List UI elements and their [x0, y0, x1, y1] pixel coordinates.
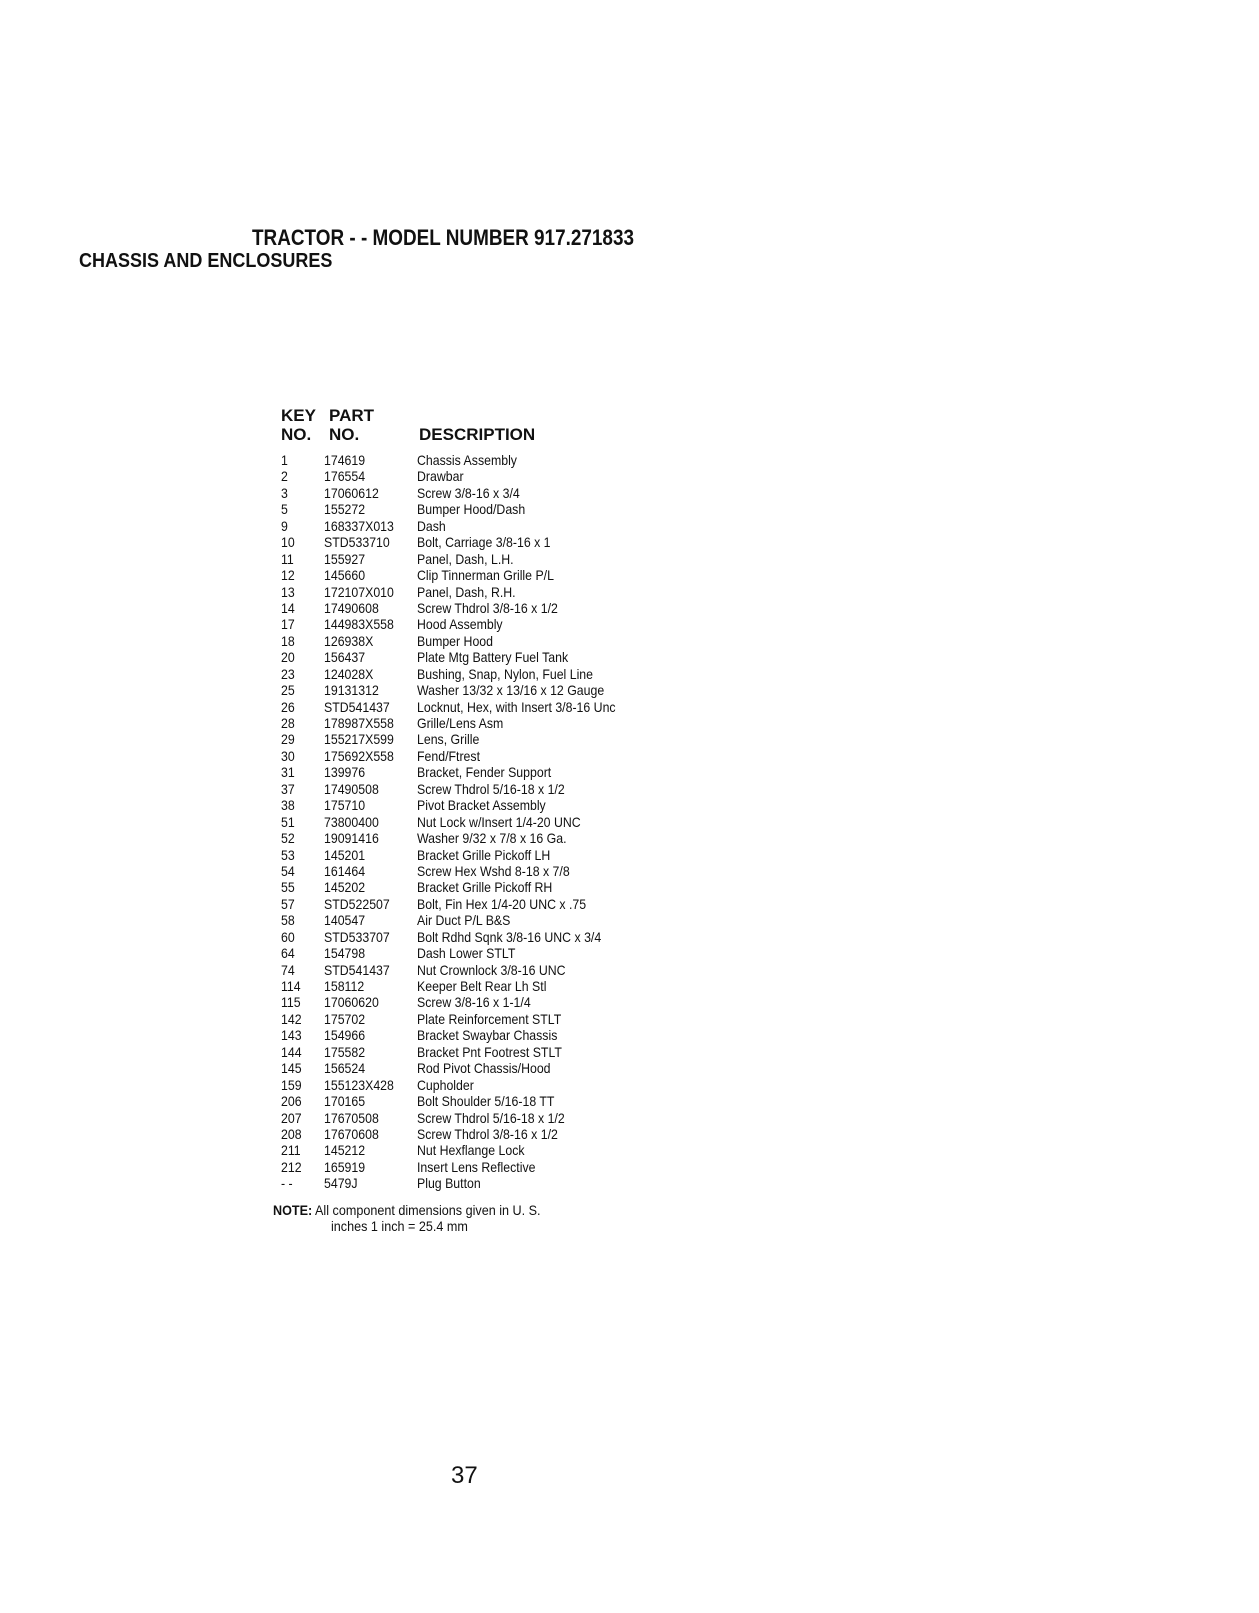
- header-key-line2: NO.: [281, 425, 312, 444]
- table-row: [281, 748, 701, 764]
- table-row: [281, 485, 701, 501]
- part-no: 155272: [324, 501, 366, 518]
- part-description: Air Duct P/L B&S: [417, 912, 511, 929]
- part-description: Plate Reinforcement STLT: [417, 1010, 562, 1027]
- part-no: 154966: [324, 1027, 366, 1044]
- part-description: Fend/Ftrest: [417, 747, 481, 764]
- part-no: 17670608: [324, 1125, 379, 1142]
- table-row: [281, 518, 701, 534]
- table-row: [281, 666, 701, 682]
- part-no: 175582: [324, 1043, 366, 1060]
- part-description: Bolt Shoulder 5/16-18 TT: [417, 1093, 555, 1110]
- part-key-no: 37: [281, 780, 295, 797]
- table-row: [281, 797, 701, 813]
- part-no: 172107X010: [324, 583, 394, 600]
- part-key-no: 25: [281, 682, 295, 699]
- part-no: STD533707: [324, 928, 390, 945]
- table-row: [281, 1142, 701, 1158]
- part-key-no: 211: [281, 1142, 301, 1159]
- part-no: 144983X558: [324, 616, 394, 633]
- table-row: [281, 962, 701, 978]
- part-key-no: 207: [281, 1109, 302, 1126]
- part-key-no: 11: [281, 550, 294, 567]
- part-description: Grille/Lens Asm: [417, 715, 504, 731]
- document-title: TRACTOR - - MODEL NUMBER 917.271833: [252, 225, 635, 250]
- part-key-no: 57: [281, 895, 295, 912]
- part-key-no: 2: [281, 468, 288, 485]
- table-row: [281, 1175, 701, 1191]
- table-row: [281, 781, 701, 797]
- part-description: Bolt Rdhd Sqnk 3/8-16 UNC x 3/4: [417, 928, 602, 945]
- part-key-no: 64: [281, 945, 295, 962]
- part-description: Dash Lower STLT: [417, 945, 516, 962]
- part-description: Screw 3/8-16 x 1-1/4: [417, 994, 531, 1011]
- page-number: 37: [451, 1462, 478, 1489]
- table-row: [281, 814, 701, 830]
- header-description: DESCRIPTION: [419, 425, 536, 444]
- part-description: Bolt, Carriage 3/8-16 x 1: [417, 534, 551, 551]
- note: [273, 1202, 541, 1218]
- part-key-no: 143: [281, 1027, 302, 1044]
- part-description: Bracket, Fender Support: [417, 764, 552, 781]
- table-row: [281, 567, 701, 583]
- part-key-no: 51: [281, 813, 295, 830]
- part-description: Bracket Pnt Footrest STLT: [417, 1043, 562, 1060]
- part-description: Nut Crownlock 3/8-16 UNC: [417, 961, 566, 978]
- table-row: [281, 830, 701, 846]
- part-no: 168337X013: [324, 517, 394, 534]
- table-row: [281, 452, 701, 468]
- part-key-no: 74: [281, 961, 295, 978]
- table-row: [281, 1060, 701, 1076]
- part-description: Screw Thdrol 5/16-18 x 1/2: [417, 1109, 565, 1126]
- part-no: STD541437: [324, 961, 390, 978]
- table-row: [281, 1093, 701, 1109]
- table-row: [281, 1027, 701, 1043]
- part-description: Bolt, Fin Hex 1/4-20 UNC x .75: [417, 895, 587, 912]
- note-line2: inches 1 inch = 25.4 mm: [331, 1218, 468, 1234]
- part-key-no: 115: [281, 994, 301, 1011]
- part-description: Screw Hex Wshd 8-18 x 7/8: [417, 862, 570, 879]
- table-row: [281, 1110, 701, 1126]
- note-label: NOTE:: [273, 1202, 313, 1218]
- part-no: 17060620: [324, 994, 379, 1011]
- part-description: Chassis Assembly: [417, 452, 517, 468]
- part-key-no: 29: [281, 731, 295, 748]
- part-no: 161464: [324, 862, 366, 879]
- part-no: 154798: [324, 945, 366, 962]
- part-description: Bumper Hood: [417, 632, 494, 649]
- table-row: [281, 551, 701, 567]
- part-description: Bracket Grille Pickoff RH: [417, 879, 553, 896]
- table-row: [281, 929, 701, 945]
- part-key-no: 206: [281, 1093, 302, 1110]
- part-no: 126938X: [324, 632, 374, 649]
- part-no: 145212: [324, 1142, 366, 1159]
- part-no: 155123X428: [324, 1076, 394, 1093]
- table-row: [281, 682, 701, 698]
- part-no: 178987X558: [324, 715, 394, 731]
- part-description: Drawbar: [417, 468, 464, 485]
- part-description: Bumper Hood/Dash: [417, 501, 526, 518]
- part-description: Nut Lock w/Insert 1/4-20 UNC: [417, 813, 581, 830]
- part-no: 170165: [324, 1093, 366, 1110]
- part-description: Plate Mtg Battery Fuel Tank: [417, 649, 569, 666]
- part-no: 19131312: [324, 682, 379, 699]
- part-description: Washer 13/32 x 13/16 x 12 Gauge: [417, 682, 605, 699]
- part-key-no: 17: [281, 616, 295, 633]
- part-key-no: 20: [281, 649, 295, 666]
- part-no: 156524: [324, 1060, 366, 1077]
- part-no: 19091416: [324, 830, 379, 847]
- part-key-no: 60: [281, 928, 295, 945]
- table-row: [281, 912, 701, 928]
- part-key-no: 12: [281, 567, 295, 584]
- table-row: [281, 945, 701, 961]
- part-description: Hood Assembly: [417, 616, 503, 633]
- parts-list: [281, 452, 701, 1192]
- note-line1: All component dimensions given in U. S.: [315, 1202, 541, 1218]
- part-key-no: 10: [281, 534, 295, 551]
- part-description: Plug Button: [417, 1175, 481, 1192]
- part-description: Cupholder: [417, 1076, 474, 1093]
- part-no: 17670508: [324, 1109, 379, 1126]
- header-key-line1: KEY: [281, 406, 316, 425]
- table-row: [281, 879, 701, 895]
- table-row: [281, 584, 701, 600]
- part-description: Screw 3/8-16 x 3/4: [417, 484, 520, 501]
- section-title: CHASSIS AND ENCLOSURES: [79, 250, 333, 272]
- part-description: Screw Thdrol 5/16-18 x 1/2: [417, 780, 565, 797]
- part-no: 17490508: [324, 780, 379, 797]
- part-no: 174619: [324, 452, 366, 468]
- part-description: Keeper Belt Rear Lh Stl: [417, 978, 547, 994]
- part-description: Screw Thdrol 3/8-16 x 1/2: [417, 1125, 558, 1142]
- part-no: STD541437: [324, 698, 390, 715]
- part-key-no: 54: [281, 862, 295, 879]
- part-no: STD533710: [324, 534, 390, 551]
- part-description: Clip Tinnerman Grille P/L: [417, 567, 554, 584]
- part-key-no: 31: [281, 764, 295, 781]
- part-key-no: 145: [281, 1060, 302, 1077]
- header-part-line2: NO.: [329, 425, 360, 444]
- part-description: Bushing, Snap, Nylon, Fuel Line: [417, 665, 594, 682]
- part-key-no: 9: [281, 517, 288, 534]
- part-description: Bracket Grille Pickoff LH: [417, 846, 551, 863]
- part-description: Pivot Bracket Assembly: [417, 797, 546, 814]
- part-no: 158112: [324, 978, 365, 994]
- part-no: 165919: [324, 1158, 366, 1175]
- part-no: 145201: [324, 846, 366, 863]
- table-row: [281, 1011, 701, 1027]
- part-key-no: 58: [281, 912, 295, 929]
- part-key-no: 144: [281, 1043, 302, 1060]
- table-row: [281, 731, 701, 747]
- table-row: [281, 1126, 701, 1142]
- part-key-no: 18: [281, 632, 295, 649]
- part-key-no: 23: [281, 665, 295, 682]
- part-description: Panel, Dash, L.H.: [417, 550, 514, 567]
- part-description: Lens, Grille: [417, 731, 480, 748]
- part-key-no: 142: [281, 1010, 302, 1027]
- part-key-no: 13: [281, 583, 295, 600]
- part-no: 140547: [324, 912, 366, 929]
- table-row: [281, 633, 701, 649]
- part-description: Dash: [417, 517, 446, 534]
- table-row: [281, 534, 701, 550]
- table-row: [281, 994, 701, 1010]
- part-no: 73800400: [324, 813, 379, 830]
- table-row: [281, 863, 701, 879]
- part-key-no: 30: [281, 747, 295, 764]
- part-no: 5479J: [324, 1175, 358, 1192]
- table-row: [281, 600, 701, 616]
- part-key-no: 3: [281, 484, 288, 501]
- part-no: 175692X558: [324, 747, 394, 764]
- table-row: [281, 1077, 701, 1093]
- table-row: [281, 978, 701, 994]
- part-key-no: 159: [281, 1076, 302, 1093]
- part-key-no: 52: [281, 830, 295, 847]
- part-description: Washer 9/32 x 7/8 x 16 Ga.: [417, 830, 567, 847]
- part-description: Locknut, Hex, with Insert 3/8-16 Unc: [417, 698, 616, 715]
- part-key-no: 212: [281, 1158, 302, 1175]
- table-row: [281, 649, 701, 665]
- table-row: [281, 501, 701, 517]
- part-no: 124028X: [324, 665, 374, 682]
- part-description: Insert Lens Reflective: [417, 1158, 536, 1175]
- part-no: 156437: [324, 649, 366, 666]
- part-description: Bracket Swaybar Chassis: [417, 1027, 558, 1044]
- part-key-no: 53: [281, 846, 295, 863]
- table-row: [281, 715, 701, 731]
- header-part-line1: PART: [329, 406, 375, 425]
- part-no: 17060612: [324, 484, 379, 501]
- table-row: [281, 699, 701, 715]
- table-row: [281, 1159, 701, 1175]
- part-key-no: 5: [281, 501, 288, 518]
- part-no: 155927: [324, 550, 366, 567]
- part-no: STD522507: [324, 895, 390, 912]
- part-key-no: 114: [281, 978, 301, 994]
- part-no: 145202: [324, 879, 366, 896]
- part-key-no: 28: [281, 715, 295, 731]
- part-key-no: 208: [281, 1125, 302, 1142]
- part-description: Panel, Dash, R.H.: [417, 583, 516, 600]
- part-no: 17490608: [324, 599, 379, 616]
- part-key-no: 55: [281, 879, 295, 896]
- part-key-no: 38: [281, 797, 295, 814]
- part-no: 175702: [324, 1010, 366, 1027]
- part-no: 139976: [324, 764, 366, 781]
- table-row: [281, 468, 701, 484]
- part-description: Nut Hexflange Lock: [417, 1142, 525, 1159]
- part-key-no: 14: [281, 599, 295, 616]
- table-row: [281, 764, 701, 780]
- part-description: Rod Pivot Chassis/Hood: [417, 1060, 551, 1077]
- part-key-no: 26: [281, 698, 295, 715]
- table-row: [281, 616, 701, 632]
- part-no: 155217X599: [324, 731, 394, 748]
- table-row: [281, 1044, 701, 1060]
- part-no: 145660: [324, 567, 366, 584]
- part-key-no: 1: [281, 452, 288, 468]
- table-row: [281, 847, 701, 863]
- part-no: 175710: [324, 797, 366, 814]
- table-row: [281, 896, 701, 912]
- part-key-no: - -: [281, 1175, 293, 1192]
- part-description: Screw Thdrol 3/8-16 x 1/2: [417, 599, 558, 616]
- part-no: 176554: [324, 468, 366, 485]
